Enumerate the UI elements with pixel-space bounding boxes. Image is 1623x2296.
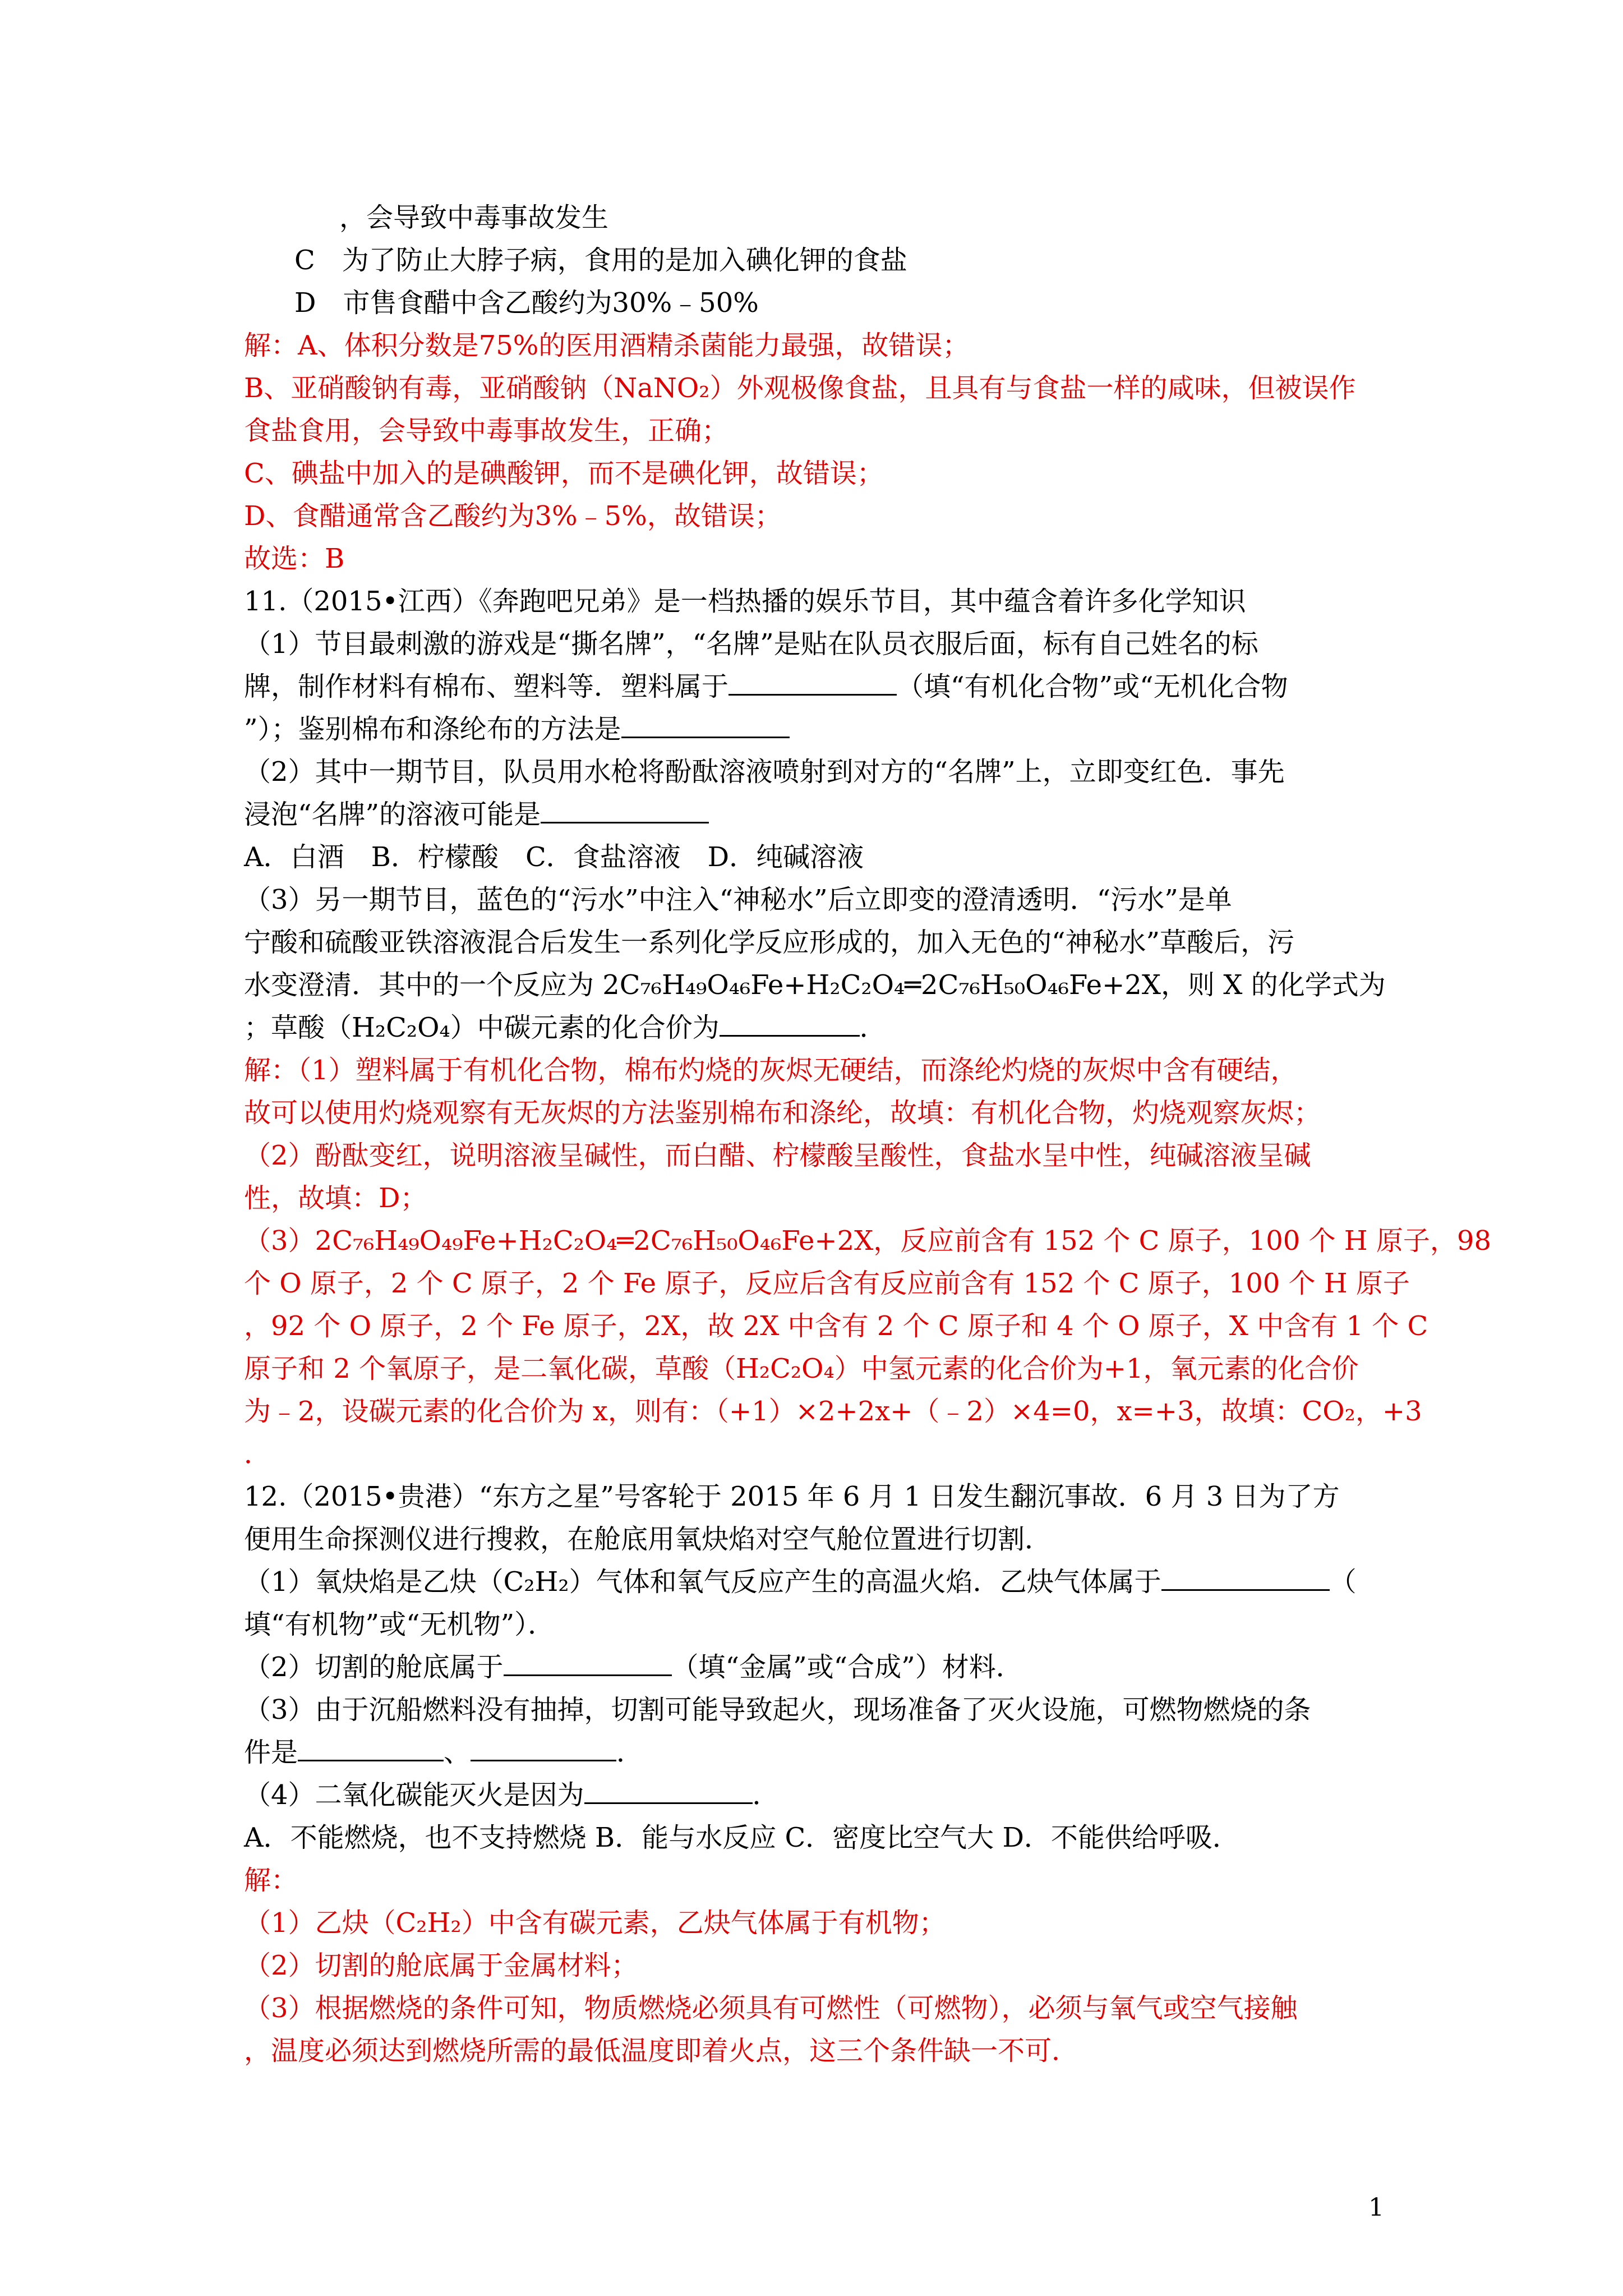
answer-line: 性，故填：D； <box>244 1182 427 1214</box>
question-12-title: 12.（2015•贵港）“东方之星”号客轮于 2015 年 6 月 1 日发生翻沉事故．6 月 3 日为了方 <box>244 1481 1340 1512</box>
answer-line: 解：A、体积分数是75%的医用酒精杀菌能力最强，故错误； <box>244 330 970 361</box>
question-line: （3）由于沉船燃料没有抽掉，切割可能导致起火，现场准备了灭火设施，可燃物燃烧的条 <box>244 1694 1311 1726</box>
answer-line: 原子和 2 个氧原子，是二氧化碳，草酸（H₂C₂O₄）中氢元素的化合价为+1，氧元素的化合价 <box>244 1353 1359 1384</box>
text-span: （填“金属”或“合成”）材料． <box>671 1651 1023 1683</box>
answer-line: ． <box>244 1438 271 1470</box>
question-line: 便用生命探测仪进行搜救，在舱底用氧炔焰对空气舱位置进行切割． <box>244 1524 1052 1555</box>
question-line: （1）节目最刺激的游戏是“撕名牌”，“名牌”是贴在队员衣服后面，标有自己姓名的标 <box>244 628 1258 660</box>
question-line <box>244 1646 1388 1688</box>
text-span: 牌，制作材料有棉布、塑料等．塑料属于 <box>244 671 729 702</box>
question-line: 水变澄清．其中的一个反应为 2C₇₆H₄₉O₄₆Fe+H₂C₂O₄═2C₇₆H₅₀O₄₆Fe+2X，则 X 的化学式为 <box>244 969 1386 1001</box>
answer-line: （2）酚酞变红，说明溶液呈碱性，而白醋、柠檬酸呈酸性，食盐水呈中性，纯碱溶液呈碱 <box>244 1140 1311 1171</box>
text-span: ；草酸（H₂C₂O₄）中碳元素的化合价为 <box>244 1012 720 1043</box>
text-span: （ <box>1329 1566 1357 1598</box>
answer-line: （2）切割的舱底属于金属材料； <box>244 1950 638 1981</box>
answer-blank[interactable] <box>298 1740 444 1761</box>
text-span: ． <box>752 1779 780 1811</box>
answer-line: （3）2C₇₆H₄₉O₄₉Fe+H₂C₂O₄═2C₇₆H₅₀O₄₆Fe+2X，反应前含有 152 个 C 原子，100 个 H 原子，98 <box>244 1225 1491 1257</box>
answer-line: 为﹣2，设碳元素的化合价为 x，则有：（+1）×2+2x+（﹣2）×4=0，x=+3，故填：CO₂，+3 <box>244 1396 1422 1427</box>
answer-blank[interactable] <box>541 802 709 823</box>
question-line <box>244 665 1388 708</box>
answer-blank[interactable] <box>1161 1569 1330 1591</box>
question-line: 宁酸和硫酸亚铁溶液混合后发生一系列化学反应形成的，加入无色的“神秘水”草酸后，污 <box>244 927 1295 958</box>
question-11-title: 11.（2015•江西）《奔跑吧兄弟》是一档热播的娱乐节目，其中蕴含着许多化学知识 <box>244 586 1246 617</box>
answer-line: ，92 个 O 原子，2 个 Fe 原子，2X，故 2X 中含有 2 个 C 原子和 4 个 O 原子，X 中含有 1 个 C <box>244 1310 1428 1342</box>
option-d: D 市售食醋中含乙酸约为30%﹣50% <box>294 287 759 319</box>
text-span: ”）；鉴别棉布和涤纶布的方法是 <box>244 714 621 745</box>
answer-blank[interactable] <box>584 1782 753 1804</box>
text-span: （2）切割的舱底属于 <box>244 1651 504 1683</box>
answer-line: B、亚硝酸钠有毒，亚硝酸钠（NaNO₂）外观极像食盐，且具有与食盐一样的咸味，但被误作 <box>244 372 1356 404</box>
answer-blank[interactable] <box>720 1015 860 1037</box>
text-span: （1）氧炔焰是乙炔（C₂H₂）气体和氧气反应产生的高温火焰．乙炔气体属于 <box>244 1566 1161 1598</box>
answer-line: C、碘盐中加入的是碘酸钾，而不是碘化钾，故错误； <box>244 458 884 489</box>
answer-line: 食盐食用，会导致中毒事故发生，正确； <box>244 415 729 447</box>
text-span: 浸泡“名牌”的溶液可能是 <box>244 799 541 830</box>
text-span: （4）二氧化碳能灭火是因为 <box>244 1779 584 1811</box>
answer-blank[interactable] <box>621 716 790 738</box>
answer-blank[interactable] <box>471 1740 616 1761</box>
answer-line: （1）乙炔（C₂H₂）中含有碳元素，乙炔气体属于有机物； <box>244 1907 946 1939</box>
answer-line: D、食醋通常含乙酸约为3%﹣5%，故错误； <box>244 500 782 532</box>
text-span: 件是 <box>244 1737 298 1768</box>
choice-line: A．白酒 B．柠檬酸 C．食盐溶液 D．纯碱溶液 <box>244 841 864 873</box>
page-number: 1 <box>1368 2193 1384 2222</box>
text-line: ，会导致中毒事故发生 <box>339 202 609 233</box>
document-page <box>244 196 1491 2072</box>
choice-line: A．不能燃烧，也不支持燃烧 B．能与水反应 C．密度比空气大 D．不能供给呼吸． <box>244 1822 1239 1853</box>
answer-line: 故可以使用灼烧观察有无灰烬的方法鉴别棉布和涤纶，故填：有机化合物，灼烧观察灰烬； <box>244 1097 1321 1129</box>
question-line <box>244 1731 1388 1774</box>
question-line: 填“有机物”或“无机物”）． <box>244 1609 555 1640</box>
answer-line: 故选：B <box>244 543 345 574</box>
question-line <box>244 1006 1388 1049</box>
question-line <box>244 1774 1388 1816</box>
answer-blank[interactable] <box>728 674 897 696</box>
answer-line: 个 O 原子，2 个 C 原子，2 个 Fe 原子，反应后含有反应前含有 152 个 C 原子，100 个 H 原子 <box>244 1268 1410 1299</box>
option-c: C 为了防止大脖子病，食用的是加入碘化钾的食盐 <box>294 245 907 276</box>
text-span: （填“有机化合物”或“无机化合物 <box>897 671 1288 702</box>
question-line: （3）另一期节目，蓝色的“污水”中注入“神秘水”后立即变的澄清透明．“污水”是单 <box>244 884 1232 915</box>
answer-line: 解： <box>244 1865 298 1896</box>
answer-blank[interactable] <box>504 1654 672 1676</box>
question-line <box>244 793 1388 836</box>
answer-line: 解：（1）塑料属于有机化合物，棉布灼烧的灰烬无硬结，而涤纶灼烧的灰烬中含有硬结， <box>244 1055 1298 1086</box>
answer-line: ，温度必须达到燃烧所需的最低温度即着火点，这三个条件缺一不可． <box>244 2035 1079 2067</box>
text-span: 、 <box>444 1737 471 1768</box>
question-line: （2）其中一期节目，队员用水枪将酚酞溶液喷射到对方的“名牌”上，立即变红色．事先 <box>244 756 1285 788</box>
text-span: ． <box>616 1737 644 1768</box>
question-line <box>244 1561 1388 1603</box>
question-line <box>244 708 1388 751</box>
answer-line: （3）根据燃烧的条件可知，物质燃烧必须具有可燃性（可燃物），必须与氧气或空气接触 <box>244 1993 1298 2024</box>
text-span: ． <box>859 1012 887 1043</box>
